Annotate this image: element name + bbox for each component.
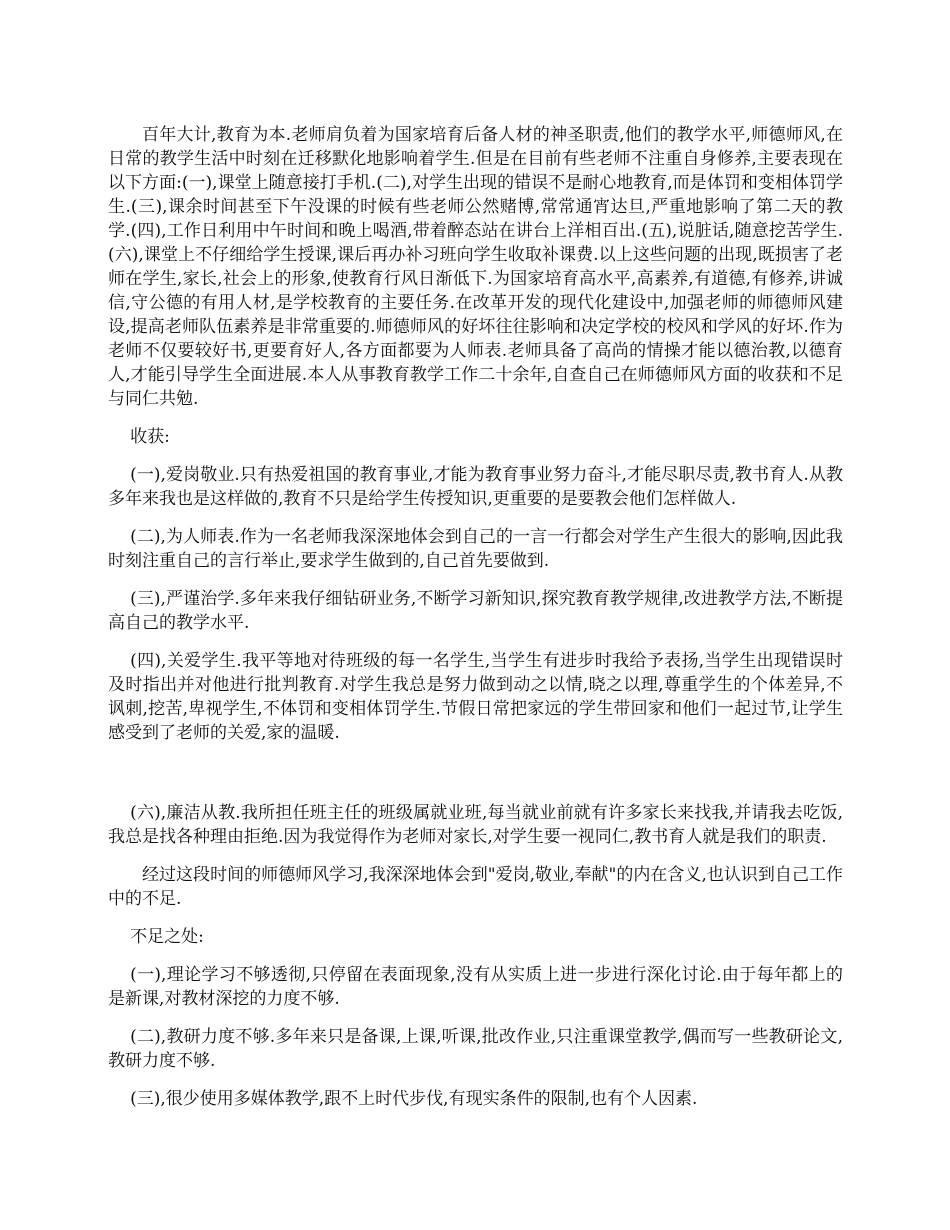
paragraph-gap <box>108 759 843 801</box>
section-heading-shortcomings: 不足之处: <box>130 927 204 947</box>
gain-item-1: (一),爱岗敬业.只有热爱祖国的教育事业,才能为教育事业努力奋斗,才能尽职尽责,教书育人.从教多年来我也是这样做的,教育不只是给学生传授知识,更重要的是要教会他们怎样做人. <box>108 465 843 509</box>
intro-paragraph: 百年大计,教育为本.老师肩负着为国家培育后备人材的神圣职责,他们的教学水平,师德师风,在日常的教学生活中时刻在迁移默化地影响着学生.但是在目前有些老师不注重自身修养,主要表现在以下方面:(一),课堂上随意接打手机.(二),对学生出现的错误不是耐心地教育,而是体罚和变相体罚学生.(三),课余时间甚至下午没课的时候有些老师公然赌博,常常通宵达旦,严重地影响了第二天的教学.(四),工作日利用中午时间和晚上喝酒,带着醉态站在讲台上洋相百出.(五),说脏话,随意挖苦学生.(六),课堂上不仔细给学生授课,课后再办补习班向学生收取补课费.以上这些问题的出现,既损害了老师在学生,家长,社会上的形象,使教育行风日渐低下.为国家培育高水平,高素养,有道德,有修养,讲诚信,守公德的有用人材,是学校教育的主要任务.在改革开发的现代化建设中,加强老师的师德师风建设,提高老师队伍素养是非常重要的.师德师风的好坏往往影响和决定学校的校风和学风的好坏.作为老师不仅要较好书,更要育好人,各方面都要为人师表.老师具备了高尚的情操才能以德治教,以德育人,才能引导学生全面进展.本人从事教育教学工作二十余年,自查自己在师德师风方面的收获和不足与同仁共勉. <box>108 125 843 409</box>
document-body <box>108 123 843 1125</box>
shortcoming-item-3: (三),很少使用多媒体教学,跟不上时代步伐,有现实条件的限制,也有个人因素. <box>130 1089 698 1109</box>
gain-item-2: (二),为人师表.作为一名老师我深深地体会到自己的一言一行都会对学生产生很大的影响,因此我时刻注重自己的言行举止,要求学生做到的,自己首先要做到. <box>108 527 843 571</box>
shortcoming-item-1: (一),理论学习不够透彻,只停留在表面现象,没有从实质上进一步进行深化讨论.由于每年都上的是新课,对教材深挖的力度不够. <box>108 965 843 1009</box>
section-heading-gains: 收获: <box>130 427 170 447</box>
gain-item-3: (三),严谨治学.多年来我仔细钻研业务,不断学习新知识,探究教育教学规律,改进教学方法,不断提高自己的教学水平. <box>108 589 843 633</box>
gain-item-6: (六),廉洁从教.我所担任班主任的班级属就业班,每当就业前就有许多家长来找我,并请我去吃饭,我总是找各种理由拒绝.因为我觉得作为老师对家长,对学生要一视同仁,教书育人就是我们的职责. <box>108 803 843 847</box>
shortcoming-item-2: (二),教研力度不够.多年来只是备课,上课,听课,批改作业,只注重课堂教学,偶而写一些教研论文,教研力度不够. <box>108 1027 843 1071</box>
gain-item-4: (四),关爱学生.我平等地对待班级的每一名学生,当学生有进步时我给予表扬,当学生出现错误时及时指出并对他进行批判教育.对学生我总是努力做到动之以情,晓之以理,尊重学生的个体差异,不讽刺,挖苦,卑视学生,不体罚和变相体罚学生.节假日常把家远的学生带回家和他们一起过节,让学生感受到了老师的关爱,家的温暖. <box>108 651 843 743</box>
reflection-paragraph: 经过这段时间的师德师风学习,我深深地体会到"爱岗,敬业,奉献"的内在含义,也认识到自己工作中的不足. <box>108 865 843 909</box>
